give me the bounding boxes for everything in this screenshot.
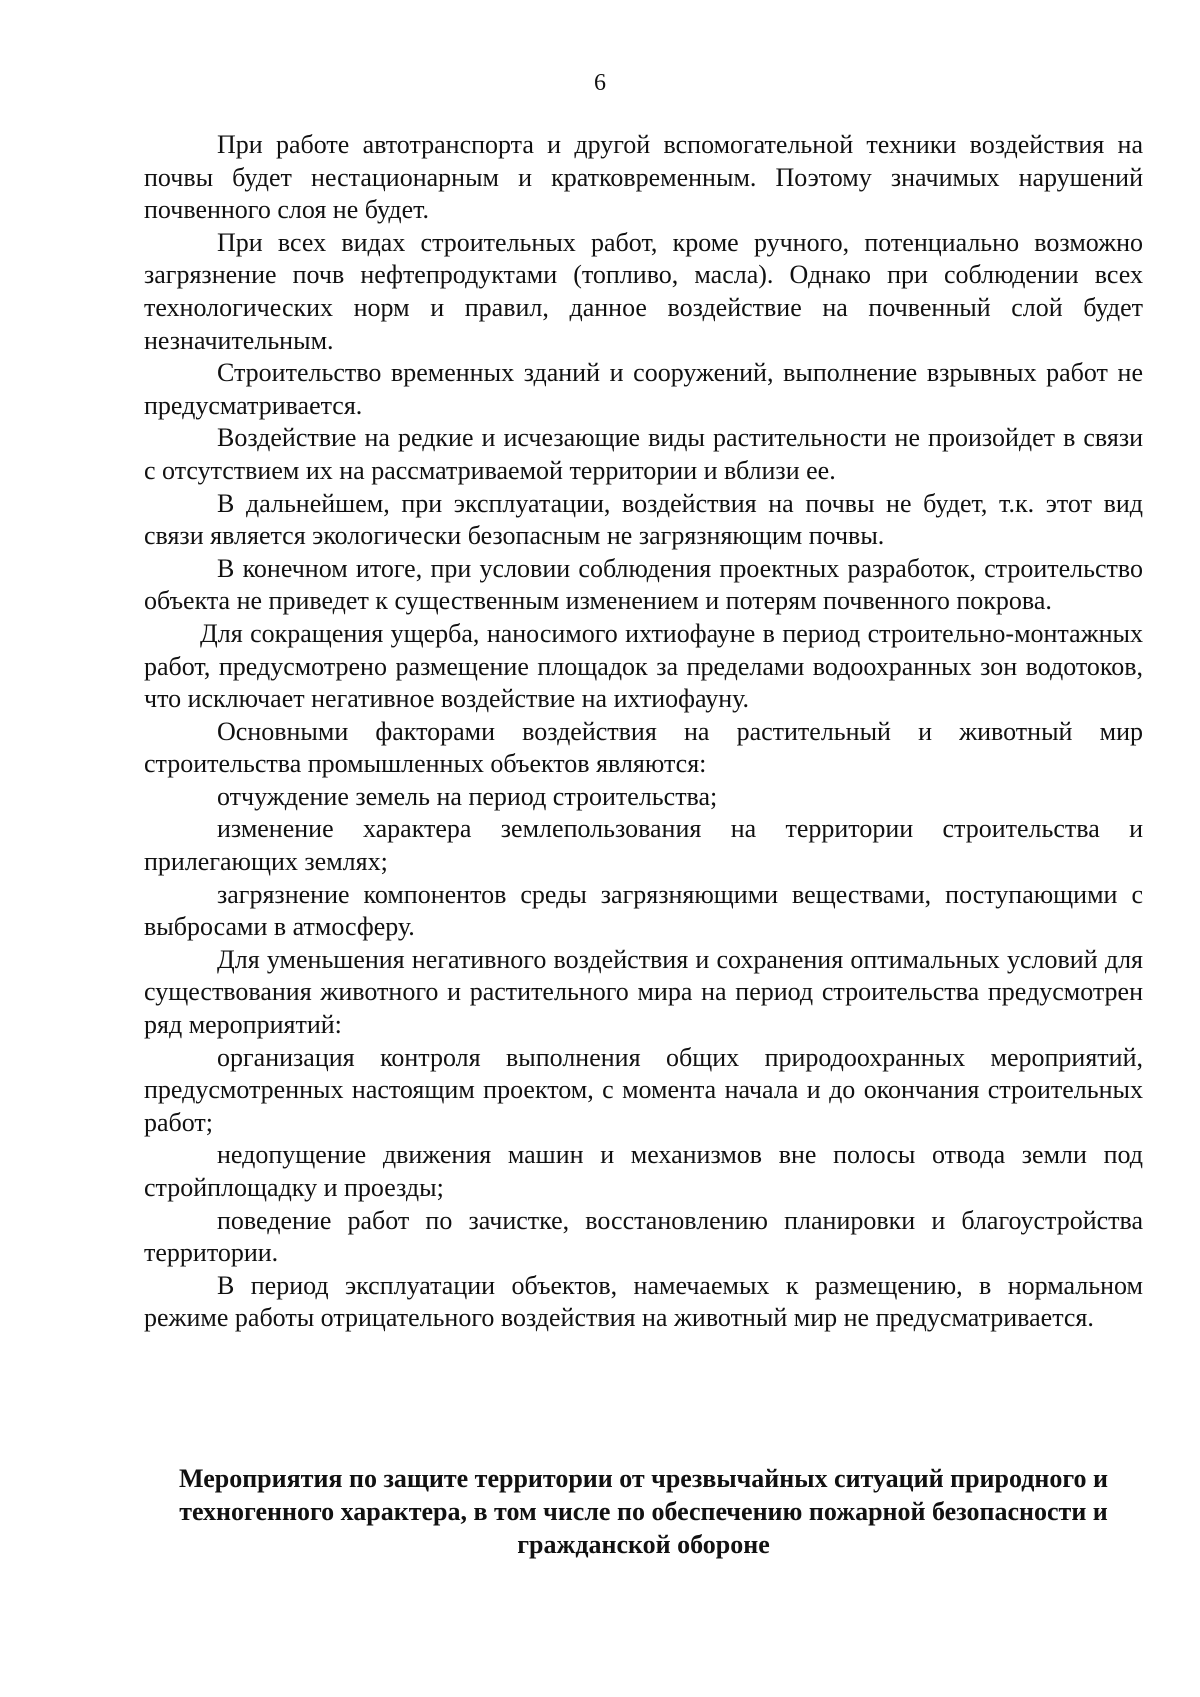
paragraph: В конечном итоге, при условии соблюдения проектных разработок, строительство объекта не приведет к существенным изменением и потерям почвенного покрова.	[144, 553, 1143, 616]
paragraph: В дальнейшем, при эксплуатации, воздействия на почвы не будет, т.к. этот вид связи является экологически безопасным не загрязняющим почвы.	[144, 488, 1143, 551]
page-number: 6	[594, 70, 606, 96]
paragraph: В период эксплуатации объектов, намечаемых к размещению, в нормальном режиме работы отрицательного воздействия на животный мир не предусматривается.	[144, 1270, 1143, 1333]
list-item: организация контроля выполнения общих природоохранных мероприятий, предусмотренных настоящим проектом, с момента начала и до окончания строительных работ;	[144, 1042, 1143, 1137]
paragraph: При всех видах строительных работ, кроме ручного, потенциально возможно загрязнение почв нефтепродуктами (топливо, масла). Однако при соблюдении всех технологических норм и правил, данное воздействие на почвенный слой будет незначительным.	[144, 227, 1143, 355]
paragraph: При работе автотранспорта и другой вспомогательной техники воздействия на почвы будет нестационарным и кратковременным. Поэтому значимых нарушений почвенного слоя не будет.	[144, 130, 1143, 225]
list-item: недопущение движения машин и механизмов вне полосы отвода земли под стройплощадку и проезды;	[144, 1140, 1143, 1202]
list-item: поведение работ по зачистке, восстановлению планировки и благоустройства территории.	[144, 1205, 1143, 1268]
list-item: загрязнение компонентов среды загрязняющими веществами, поступающими с выбросами в атмосферу.	[144, 879, 1143, 942]
list-item: отчуждение земель на период строительства;	[217, 781, 718, 811]
section-heading: Мероприятия по защите территории от чрезвычайных ситуаций природного и техногенного характера, в том числе по обеспечению пожарной безопасности и гражданской обороне	[179, 1464, 1108, 1559]
list-item: изменение характера землепользования на территории строительства и прилегающих землях;	[144, 814, 1143, 877]
paragraph: Основными факторами воздействия на растительный и животный мир строительства промышленных объектов являются:	[144, 716, 1143, 779]
body-text	[144, 129, 1143, 1335]
paragraph: Строительство временных зданий и сооружений, выполнение взрывных работ не предусматривается.	[144, 358, 1143, 420]
paragraph: Воздействие на редкие и исчезающие виды растительности не произойдет в связи с отсутствием их на рассматриваемой территории и вблизи ее.	[144, 423, 1143, 485]
paragraph: Для сокращения ущерба, наносимого ихтиофауне в период строительно-монтажных работ, предусмотрено размещение площадок за пределами водоохранных зон водотоков, что исключает негативное воздействие на ихтиофауну.	[144, 618, 1143, 714]
paragraph: Для уменьшения негативного воздействия и сохранения оптимальных условий для существования животного и растительного мира на период строительства предусмотрен ряд мероприятий:	[144, 944, 1143, 1040]
